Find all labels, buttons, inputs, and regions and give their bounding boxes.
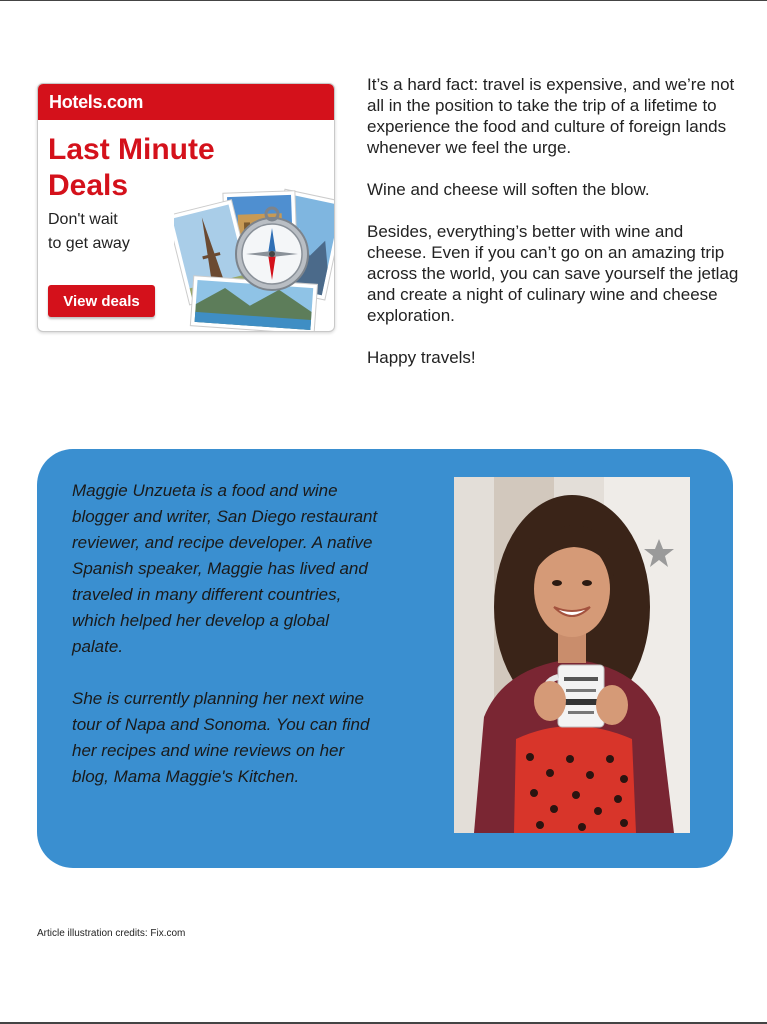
view-deals-button[interactable]: View deals xyxy=(48,285,155,317)
hotels-ad-banner[interactable] xyxy=(37,83,335,332)
author-photo xyxy=(454,477,690,833)
article-body xyxy=(367,74,747,389)
article-paragraph: Wine and cheese will soften the blow. xyxy=(367,180,650,199)
ad-header-bar xyxy=(38,84,334,120)
article-paragraph: Besides, everything’s better with wine and cheese. Even if you can’t go on an amazing trip across the world, you can save yourself the jetlag and create a night of culinary wine and cheese exploration. xyxy=(367,222,739,325)
ad-subtext xyxy=(48,208,168,256)
ad-headline-line2: Deals xyxy=(48,169,129,202)
article-paragraph: Happy travels! xyxy=(367,348,476,367)
ad-sub-line2: to get away xyxy=(48,235,130,252)
author-bio-text xyxy=(72,478,382,816)
illustration-credits: Article illustration credits: Fix.com xyxy=(37,928,186,939)
author-portrait-illustration xyxy=(454,477,690,833)
travel-photos-illustration xyxy=(174,184,334,331)
ad-sub-line1: Don't wait xyxy=(48,211,118,228)
top-divider xyxy=(0,0,767,1)
ad-headline-line1: Last Minute xyxy=(48,133,215,166)
hotels-logo: Hotels.com xyxy=(49,92,144,112)
author-bio-box xyxy=(37,449,733,868)
bio-paragraph: She is currently planning her next wine tour of Napa and Sonoma. You can find her recipes and wine reviews on her blog, Mama Maggie's Kitchen. xyxy=(72,689,370,786)
article-paragraph: It’s a hard fact: travel is expensive, and we’re not all in the position to take the trip of a lifetime to experience the food and culture of foreign lands whenever we feel the urge. xyxy=(367,75,735,157)
bio-paragraph: Maggie Unzueta is a food and wine blogger and writer, San Diego restaurant reviewer, and recipe developer. A native Spanish speaker, Maggie has lived and traveled in many different countries, which helped her develop a global palate. xyxy=(72,481,378,656)
